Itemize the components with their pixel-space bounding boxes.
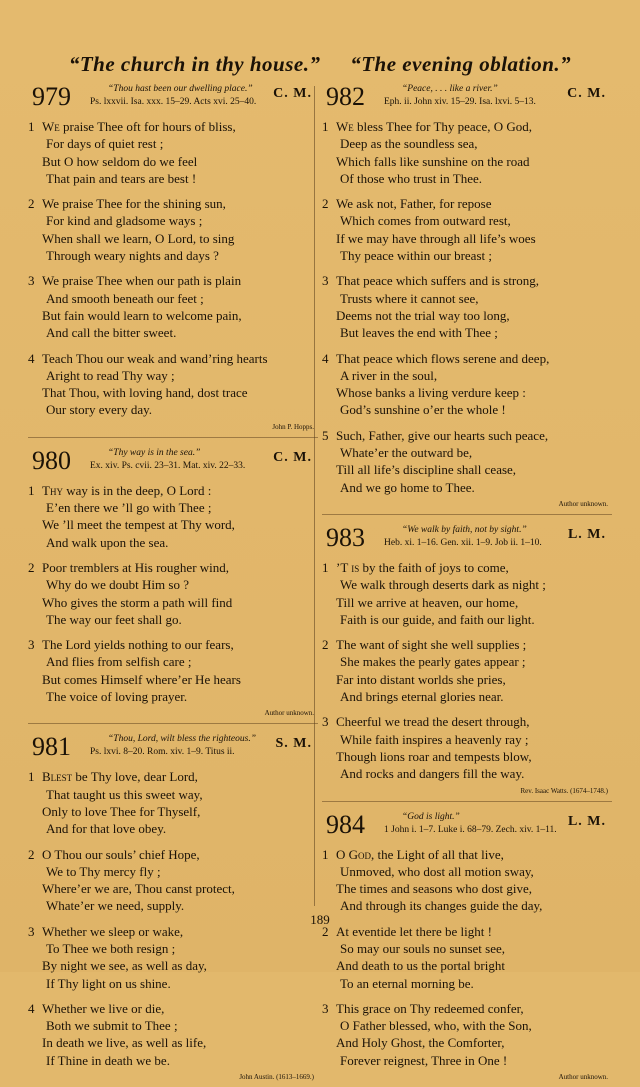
stanza — [28, 768, 318, 837]
verse-line: Of those who trust in Thee. — [340, 170, 483, 186]
hymn-984 — [322, 808, 612, 1082]
verse-line: That peace which flows serene and deep, — [336, 350, 550, 366]
verse-line: Though lions roar and tempests blow, — [336, 748, 532, 764]
hymn-epigraph: “Thou hast been our dwelling place.” — [108, 84, 253, 94]
stanza-number: 3 — [28, 273, 35, 289]
stanza — [28, 118, 318, 187]
verse-line: But leaves the end with Thee ; — [340, 325, 498, 341]
verse-line: But fain would learn to welcome pain, — [42, 307, 242, 323]
verse-line: But O how seldom do we feel — [42, 153, 198, 169]
verse-line: And flies from selfish care ; — [46, 654, 192, 670]
verse-line: But comes Himself where’er He hears — [42, 671, 241, 687]
verse-line: She makes the pearly gates appear ; — [340, 654, 526, 670]
hymn-epigraph: “God is light.” — [402, 811, 460, 822]
hymn-983 — [322, 521, 612, 795]
verse-line: O Thou our souls’ chief Hope, — [42, 846, 200, 862]
stanza-number: 4 — [28, 350, 35, 366]
verse-line: We to Thy mercy fly ; — [46, 863, 161, 879]
verse-line: Whate’er we need, supply. — [46, 898, 185, 914]
verse-line: Only to love Thee for Thyself, — [42, 803, 201, 819]
hymn-number: 982 — [326, 82, 365, 111]
stanza-number: 3 — [322, 1000, 329, 1016]
stanza — [322, 559, 612, 628]
verse-line: Cheerful we tread the desert through, — [336, 714, 530, 730]
hymn-number: 983 — [326, 522, 365, 552]
hymn-number: 980 — [32, 445, 71, 475]
verse-line: Deems not the trial way too long, — [336, 307, 510, 323]
hymn-epigraph: “Thou, Lord, wilt bless the righteous.” — [108, 734, 256, 745]
first-word: We — [336, 119, 354, 134]
verse-line: The Lord yields nothing to our fears, — [42, 637, 234, 653]
stanza — [28, 350, 318, 419]
stanza — [322, 427, 612, 496]
hymn-references: Eph. ii. John xiv. 15–29. Isa. lxvi. 5–13. — [384, 97, 536, 107]
verse-line: And we go home to Thee. — [340, 479, 475, 495]
verse-line: We praise Thee for the shining sun, — [42, 196, 226, 212]
verse-line: Which falls like sunshine on the road — [336, 153, 530, 169]
stanza — [322, 923, 612, 992]
verse-line: bless Thee for Thy peace, O God, — [353, 119, 532, 134]
hymn-author: Author unknown. — [558, 499, 608, 508]
page-header — [0, 52, 640, 77]
verse-line: We praise Thee when our path is plain — [42, 273, 242, 289]
hymn-header — [28, 444, 318, 478]
hymn-references: Ps. lxxvii. Isa. xxx. 15–29. Acts xvi. 25–40. — [90, 97, 257, 107]
hymn-author: John Austin. (1613–1669.) — [239, 1073, 314, 1082]
verse-line: praise Thee oft for hours of bliss, — [59, 119, 236, 134]
header-left: “The church in thy house.” — [68, 52, 321, 76]
verse-line: The voice of loving prayer. — [46, 689, 188, 705]
verse-line: A river in the soul, — [340, 367, 438, 383]
stanza — [28, 846, 318, 915]
hymn-epigraph: “Thy way is in the sea.” — [108, 447, 201, 458]
verse-line: Deep as the soundless sea, — [340, 136, 478, 152]
stanza — [322, 846, 612, 915]
left-column — [28, 80, 318, 1087]
stanza — [28, 482, 318, 551]
hymn-979 — [28, 80, 318, 431]
hymn-meter: C. M. — [273, 449, 312, 465]
verse-line: Till all life’s discipline shall cease, — [336, 462, 517, 478]
verse-line: If Thine in death we be. — [46, 1052, 170, 1068]
verse-line: Far into distant worlds she pries, — [336, 671, 506, 687]
hymn-meter: C. M. — [567, 86, 606, 101]
hymn-author: Author unknown. — [264, 709, 314, 718]
stanza — [322, 272, 612, 341]
verse-line: the Light of all that live, — [374, 846, 504, 862]
verse-line: Where’er we are, Thou canst protect, — [42, 881, 235, 897]
verse-line: O Father blessed, who, with the Son, — [340, 1018, 532, 1034]
verse-line: Whether we sleep or wake, — [42, 923, 184, 939]
stanza — [322, 1000, 612, 1069]
stanza-number: 2 — [322, 196, 329, 212]
hymn-meter: S. M. — [275, 736, 312, 752]
hymn-separator — [28, 437, 318, 438]
hymn-header — [28, 80, 318, 114]
hymn-header — [28, 730, 318, 764]
hymn-separator — [322, 801, 612, 802]
hymn-epigraph: “Peace, . . . like a river.” — [402, 84, 498, 94]
stanza — [322, 350, 612, 419]
stanza-number: 1 — [322, 846, 329, 862]
verse-line: This grace on Thy redeemed confer, — [336, 1000, 524, 1016]
verse-line: Whether we live or die, — [42, 1000, 165, 1016]
hymn-references: 1 John i. 1–7. Luke i. 68–79. Zech. xiv. 1–11. — [384, 824, 557, 835]
stanza — [28, 1000, 318, 1069]
verse-line: Thy peace within our breast ; — [340, 248, 492, 264]
verse-line: Whate’er the outward be, — [340, 445, 473, 461]
stanza-number: 1 — [322, 559, 329, 575]
verse-line: Who gives the storm a path will find — [42, 594, 233, 610]
verse-line: We walk through deserts dark as night ; — [340, 577, 546, 593]
hymn-references: Ex. xiv. Ps. cvii. 23–31. Mat. xiv. 22–33. — [90, 460, 246, 471]
hymn-references: Ps. lxvi. 8–20. Rom. xiv. 1–9. Titus ii. — [90, 747, 235, 758]
hymn-references: Heb. xi. 1–16. Gen. xii. 1–9. Job ii. 1–10. — [384, 537, 542, 548]
verse-line: Unmoved, who dost all motion sway, — [340, 863, 534, 879]
stanza-number: 3 — [28, 923, 35, 939]
verse-line: That Thou, with loving hand, dost trace — [42, 385, 248, 401]
page-number: 189 — [310, 912, 330, 927]
stanza-number: 1 — [28, 769, 35, 785]
hymn-number: 979 — [32, 82, 71, 111]
verse-line: Forever reignest, Three in One ! — [340, 1052, 508, 1068]
hymn-981 — [28, 730, 318, 1081]
verse-line: E’en there we ’ll go with Thee ; — [46, 500, 212, 516]
verse-line: Such, Father, give our hearts such peace, — [336, 427, 549, 443]
verse-line: Teach Thou our weak and wand’ring hearts — [42, 350, 268, 366]
verse-line: If Thy light on us shine. — [46, 975, 171, 991]
stanza — [28, 272, 318, 341]
stanza-number: 1 — [28, 119, 35, 134]
verse-line: The way our feet shall go. — [46, 611, 182, 627]
verse-line: And call the bitter sweet. — [46, 325, 177, 341]
stanza-number: 3 — [322, 273, 329, 289]
verse-line: While faith inspires a heavenly ray ; — [340, 731, 529, 747]
hymn-author: John P. Hopps. — [272, 422, 314, 431]
verse-line: That pain and tears are best ! — [46, 170, 197, 186]
hymn-980 — [28, 444, 318, 718]
verse-line: And for that love obey. — [46, 821, 167, 837]
stanza — [322, 636, 612, 705]
hymn-982 — [322, 80, 612, 508]
verse-line: And smooth beneath our feet ; — [46, 290, 204, 306]
verse-line: At eventide let there be light ! — [336, 923, 492, 939]
verse-line: Whose banks a living verdure keep : — [336, 385, 526, 401]
verse-line: And through its changes guide the day, — [340, 898, 543, 914]
hymn-number: 981 — [32, 732, 71, 762]
verse-line: To an eternal morning be. — [340, 975, 474, 991]
stanza — [28, 636, 318, 705]
verse-line: Aright to read Thy way ; — [46, 367, 175, 383]
verse-line: Why do we doubt Him so ? — [46, 577, 189, 593]
hymn-epigraph: “We walk by faith, not by sight.” — [402, 524, 527, 535]
verse-line: Poor tremblers at His rougher wind, — [42, 559, 230, 575]
verse-line: That peace which suffers and is strong, — [336, 273, 540, 289]
stanza — [28, 195, 318, 264]
verse-line: God’s sunshine o’er the whole ! — [340, 402, 506, 418]
verse-line: Both we submit to Thee ; — [46, 1018, 178, 1034]
verse-line: We ask not, Father, for repose — [336, 196, 492, 212]
hymn-separator — [28, 723, 318, 724]
stanza-number: 2 — [322, 637, 329, 653]
verse-line: When shall we learn, O Lord, to sing — [42, 230, 235, 246]
hymn-header — [322, 80, 612, 114]
verse-line: That taught us this sweet way, — [46, 786, 203, 802]
first-word: Thy — [42, 482, 63, 498]
stanza-number: 1 — [28, 482, 35, 498]
hymn-meter: C. M. — [273, 86, 312, 101]
stanza — [28, 923, 318, 992]
stanza-number: 3 — [322, 714, 329, 730]
stanza-number: 1 — [322, 119, 329, 134]
stanza-number: 2 — [322, 923, 329, 939]
verse-line: So may our souls no sunset see, — [340, 940, 506, 956]
hymn-header — [322, 521, 612, 555]
hymn-meter: L. M. — [567, 813, 606, 829]
verse-line: And rocks and dangers fill the way. — [340, 766, 525, 782]
verse-line: The times and seasons who dost give, — [336, 881, 533, 897]
stanza — [322, 713, 612, 782]
verse-line: Through weary nights and days ? — [46, 248, 219, 264]
hymn-author: Rev. Isaac Watts. (1674–1748.) — [520, 786, 608, 795]
verse-line: Trusts where it cannot see, — [340, 290, 479, 306]
hymn-header — [322, 808, 612, 842]
stanza — [322, 118, 612, 187]
hymn-author: Author unknown. — [558, 1073, 608, 1082]
header-right: “The evening oblation.” — [350, 52, 572, 76]
verse-line: And walk upon the sea. — [46, 534, 169, 550]
verse-line: To Thee we both resign ; — [46, 940, 176, 956]
verse-line: And Holy Ghost, the Comforter, — [336, 1035, 505, 1051]
verse-line: Which comes from outward rest, — [340, 213, 511, 229]
first-word: ’T is — [336, 559, 360, 575]
verse-line: The want of sight she well supplies ; — [336, 637, 527, 653]
hymn-number: 984 — [326, 809, 365, 839]
stanza — [322, 195, 612, 264]
stanza — [28, 559, 318, 628]
stanza-number: 5 — [322, 427, 329, 443]
verse-line: And brings eternal glories near. — [340, 689, 504, 705]
verse-line: If we may have through all life’s woes — [336, 230, 536, 246]
verse-line: Faith is our guide, and faith our light. — [340, 611, 535, 627]
right-column — [322, 80, 612, 1087]
verse-line: For days of quiet rest ; — [46, 136, 164, 152]
stanza-number: 2 — [28, 846, 35, 862]
verse-line: by the faith of joys to come, — [359, 559, 509, 575]
verse-line: way is in the deep, O Lord : — [62, 482, 212, 498]
verse-line: In death we live, as well as life, — [42, 1035, 207, 1051]
stanza-number: 3 — [28, 637, 35, 653]
first-word: We — [42, 119, 60, 134]
hymn-meter: L. M. — [567, 526, 606, 542]
verse-line: For kind and gladsome ways ; — [46, 213, 203, 229]
verse-line: We ’ll meet the tempest at Thy word, — [42, 517, 235, 533]
stanza-number: 4 — [28, 1000, 35, 1016]
stanza-number: 2 — [28, 196, 35, 212]
first-word: O God, — [336, 846, 375, 862]
first-word: Blest — [42, 769, 73, 785]
verse-line: Till we arrive at heaven, our home, — [336, 594, 519, 610]
stanza-number: 2 — [28, 559, 35, 575]
verse-line: By night we see, as well as day, — [42, 958, 207, 974]
stanza-number: 4 — [322, 350, 329, 366]
verse-line: And death to us the portal bright — [336, 958, 505, 974]
verse-line: be Thy love, dear Lord, — [72, 769, 198, 785]
hymn-separator — [322, 514, 612, 515]
verse-line: Our story every day. — [46, 402, 153, 418]
